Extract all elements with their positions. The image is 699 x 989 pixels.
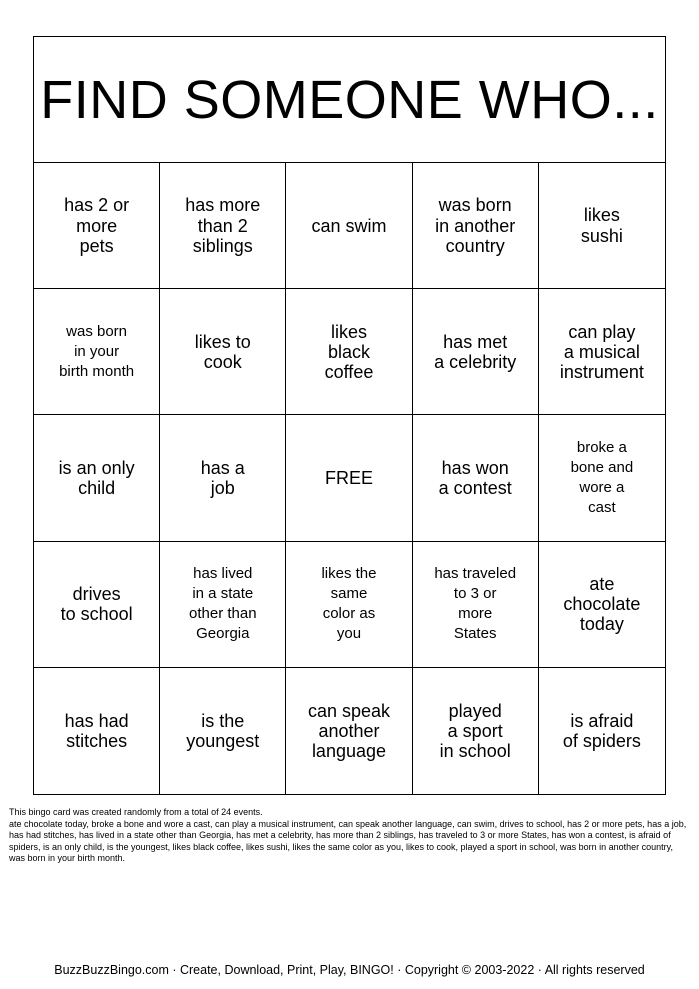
- card-title: FIND SOMEONE WHO...: [34, 37, 665, 163]
- description-intro: This bingo card was created randomly from a total of 24 events.: [9, 807, 263, 817]
- bingo-cell: ate chocolate today: [539, 542, 665, 668]
- bingo-cell: likes black coffee: [286, 289, 412, 415]
- bingo-cell: likes the same color as you: [286, 542, 412, 668]
- bingo-cell: is an only child: [34, 415, 160, 541]
- bingo-cell: has lived in a state other than Georgia: [160, 542, 286, 668]
- bingo-cell: has won a contest: [413, 415, 539, 541]
- bingo-cell: is afraid of spiders: [562, 710, 641, 751]
- bingo-cell: likes sushi: [539, 163, 665, 289]
- bingo-cell: can swim: [286, 163, 412, 289]
- bingo-cell: can play a musical instrument: [539, 289, 665, 415]
- bingo-cell: likes to cook: [160, 289, 286, 415]
- bingo-cell: has a job: [160, 415, 286, 541]
- card-description: [9, 807, 691, 865]
- bingo-cell: has met a celebrity: [413, 289, 539, 415]
- bingo-cell: has more than 2 siblings: [160, 163, 286, 289]
- footer-copyright: BuzzBuzzBingo.com · Create, Download, Print, Play, BINGO! · Copyright © 2003-2022 · All rights reserved: [54, 963, 645, 977]
- bingo-cell: is the youngest: [160, 668, 286, 794]
- bingo-cell: was born in another country: [413, 163, 539, 289]
- description-events: ate chocolate today, broke a bone and wore a cast, can play a musical instrument, can speak another language, can swim, drives to school, has 2 or more pets, has a job, has had stitches, has lived in a state other than Georgia, has met a celebrity, has more than 2 siblings, has traveled to 3 or more States, has won a contest, is afraid of spiders, is an only child, is the youngest, likes black coffee, likes sushi, likes the same color as you, likes to cook, played a sport in school, was born in another country, was born in your birth month.: [9, 818, 687, 864]
- bingo-grid: [34, 163, 665, 794]
- bingo-cell: broke a bone and wore a cast: [539, 415, 665, 541]
- bingo-cell: played a sport in school: [413, 668, 539, 794]
- bingo-cell: has 2 or more pets: [34, 163, 160, 289]
- bingo-cell: drives to school: [34, 542, 160, 668]
- bingo-cell: has traveled to 3 or more States: [413, 542, 539, 668]
- bingo-cell: has had stitches: [34, 668, 160, 794]
- free-space: FREE: [286, 415, 412, 541]
- bingo-card: [33, 36, 666, 795]
- bingo-cell: was born in your birth month: [34, 289, 160, 415]
- bingo-cell: can speak another language: [286, 668, 412, 794]
